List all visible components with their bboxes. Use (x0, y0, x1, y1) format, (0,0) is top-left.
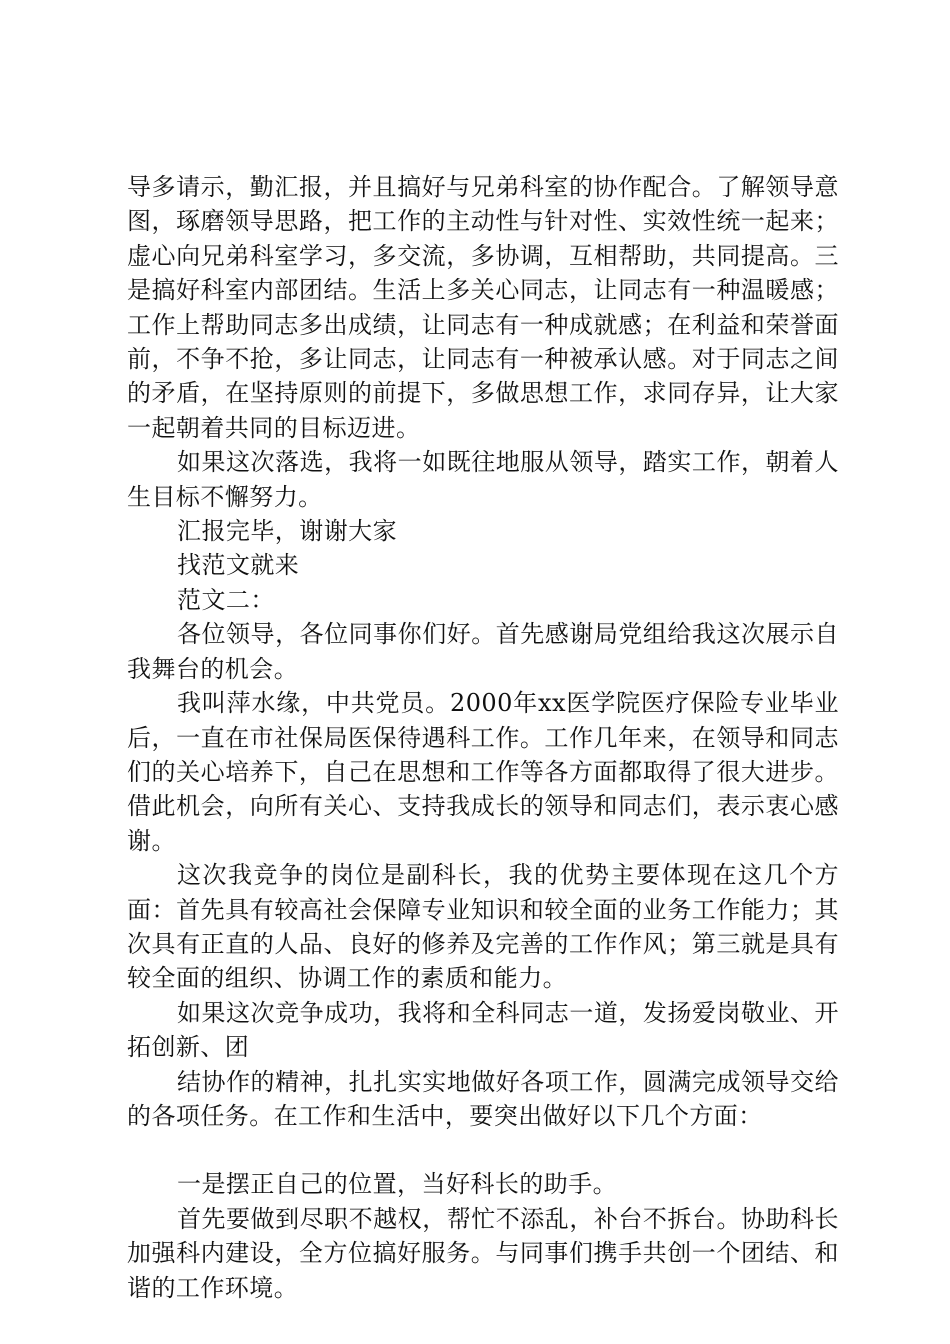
section-heading-sample-two: 范文二： (177, 585, 275, 614)
paragraph-if-successful: 如果这次竞争成功，我将和全科同志一道，发扬爱岗敬业、开拓创新、团 (127, 998, 839, 1062)
paragraph-site-note: 找范文就来 (177, 551, 300, 580)
paragraph-team-cooperation: 导多请示，勤汇报，并且搞好与兄弟科室的协作配合。了解领导意图，琢磨领导思路，把工作的主动性与针对性、实效性统一起来；虚心向兄弟科室学习，多交流，多协调，互相帮助，共同提高。三是搞好科室内部团结。生活上多关心同志，让同志有一种温暖感；工作上帮助同志多出成绩，让同志有一种成就感；在利益和荣誉面前，不争不抢，多让同志，让同志有一种被承认感。对于同志之间的矛盾，在坚持原则的前提下，多做思想工作，求同存异，让大家一起朝着共同的目标迈进。 (127, 173, 839, 442)
paragraph-greeting: 各位领导，各位同事你们好。首先感谢局党组给我这次展示自我舞台的机会。 (127, 620, 839, 683)
paragraph-report-closing: 汇报完毕，谢谢大家 (177, 517, 398, 546)
document-body (127, 170, 839, 1305)
paragraph-if-not-selected: 如果这次落选，我将一如既往地服从领导，踏实工作，朝着人生目标不懈努力。 (127, 448, 839, 511)
paragraph-self-introduction: 我叫萍水缘，中共党员。2000年xx医学院医疗保险专业毕业后，一直在市社保局医保待遇科工作。工作几年来，在领导和同志们的关心培养下，自己在思想和工作等各方面都取得了很大进步。借此机会，向所有关心、支持我成长的领导和同志们，表示衷心感谢。 (127, 689, 839, 855)
paragraph-strengths: 这次我竞争的岗位是副科长，我的优势主要体现在这几个方面：首先具有较高社会保障专业知识和较全面的业务工作能力；其次具有正直的人品、良好的修养及完善的工作作风；第三就是具有较全面的组织、协调工作的素质和能力。 (127, 861, 839, 993)
paragraph-duties: 首先要做到尽职不越权，帮忙不添乱，补台不拆台。协助科长加强科内建设，全方位搞好服务。与同事们携手共创一个团结、和谐的工作环境。 (127, 1204, 839, 1302)
paragraph-work-plan: 结协作的精神，扎扎实实地做好各项工作，圆满完成领导交给的各项任务。在工作和生活中，要突出做好以下几个方面： (127, 1067, 839, 1130)
paragraph-point-one: 一是摆正自己的位置，当好科长的助手。 (177, 1170, 618, 1199)
